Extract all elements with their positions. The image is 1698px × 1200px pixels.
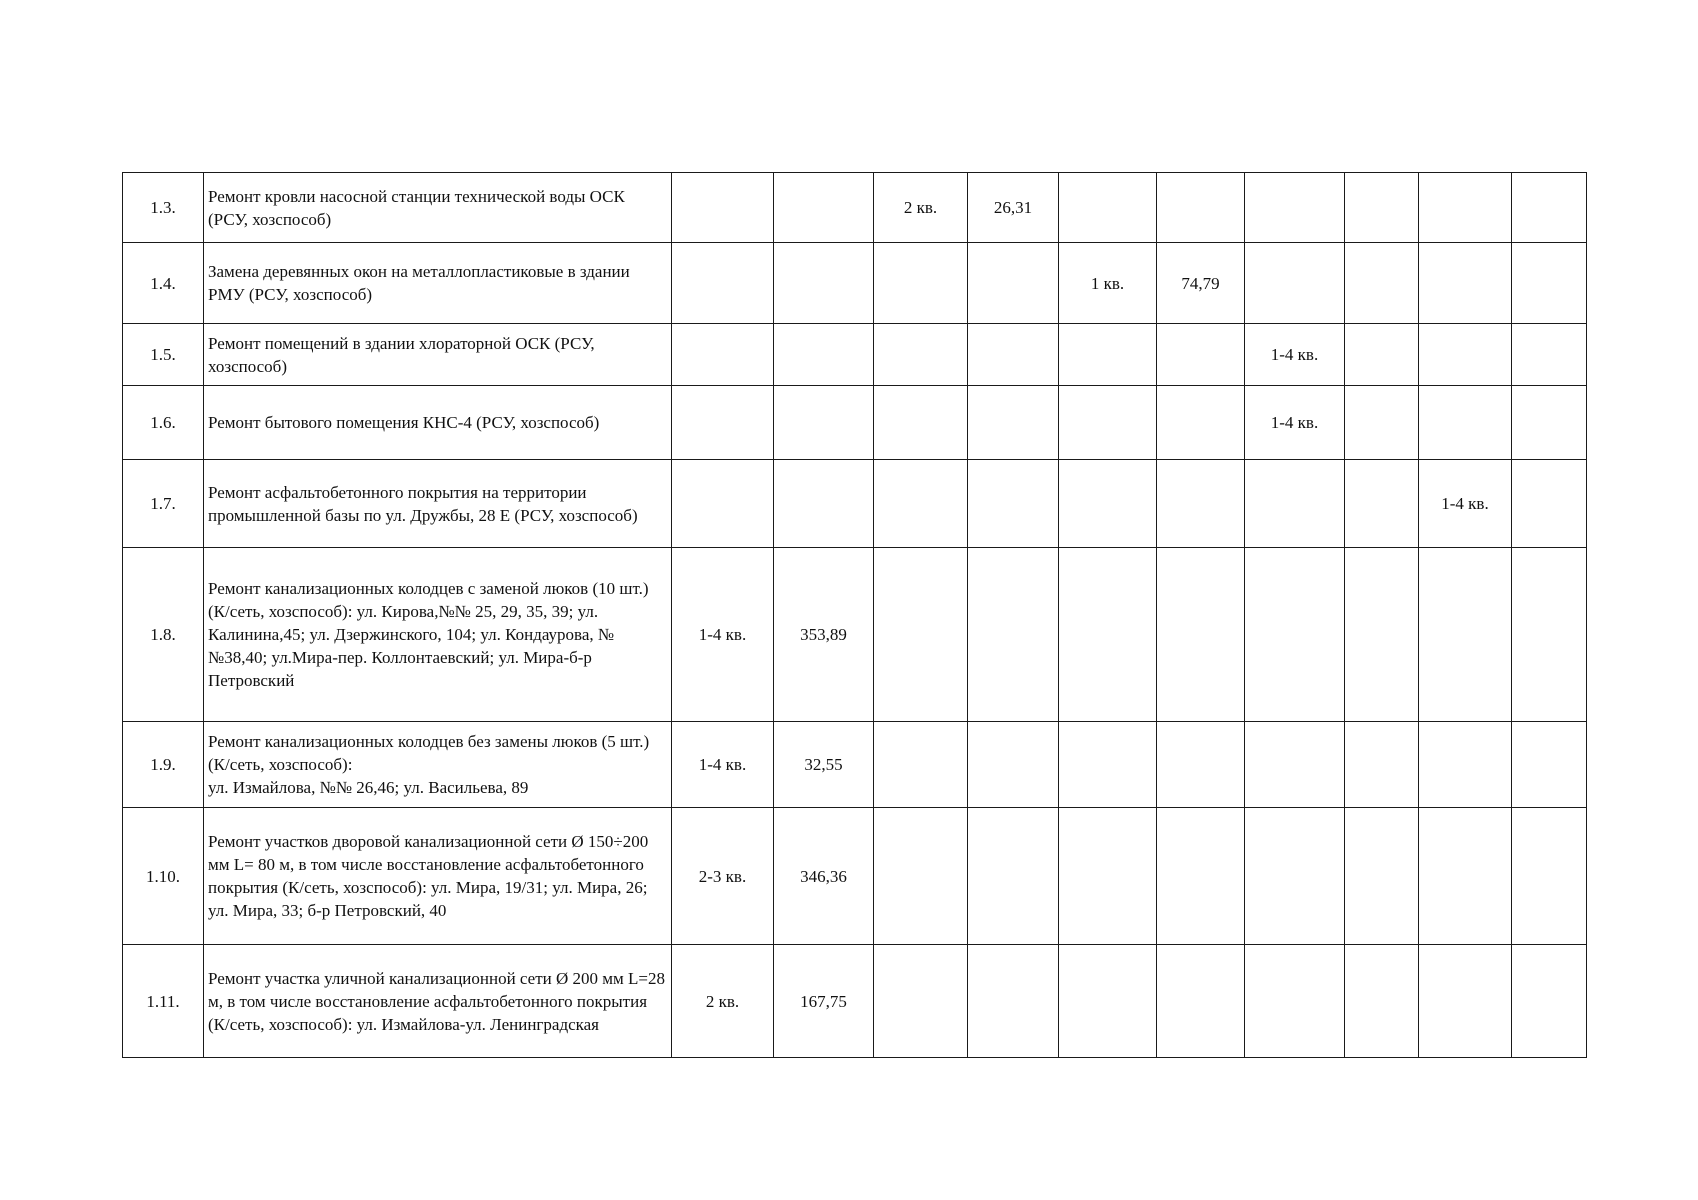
data-cell-col-6: 26,31 [968,173,1059,243]
work-description: Ремонт бытового помещения КНС-4 (РСУ, хозспособ) [204,386,672,460]
row-number: 1.8. [123,548,204,722]
data-cell-col-5: 2 кв. [874,173,968,243]
data-cell-col-8 [1157,173,1245,243]
work-description: Ремонт канализационных колодцев с заменой люков (10 шт.) (К/сеть, хозспособ): ул. Кирова,№№ 25, 29, 35, 39; ул. Калинина,45; ул. Дзержинского, 104; ул. Кондаурова, №№38,40; ул.Мира-пер. Коллонтаевский; ул. Мира-б-р Петровский [204,548,672,722]
data-cell-col-10 [1345,722,1419,808]
row-number: 1.11. [123,945,204,1058]
data-cell-col-4 [774,173,874,243]
data-cell-col-9: 1-4 кв. [1245,324,1345,386]
data-cell-col-11 [1419,324,1512,386]
data-cell-col-7 [1059,808,1157,945]
data-cell-col-11 [1419,243,1512,324]
table-row [123,324,1587,386]
row-number: 1.4. [123,243,204,324]
data-cell-col-10 [1345,548,1419,722]
data-cell-col-7 [1059,722,1157,808]
data-cell-col-8 [1157,386,1245,460]
data-cell-col-3 [672,243,774,324]
data-cell-col-5 [874,243,968,324]
work-description: Замена деревянных окон на металлопластиковые в здании РМУ (РСУ, хозспособ) [204,243,672,324]
data-cell-col-4: 32,55 [774,722,874,808]
data-cell-col-4 [774,386,874,460]
data-cell-col-10 [1345,173,1419,243]
data-cell-col-8 [1157,460,1245,548]
data-cell-col-7 [1059,173,1157,243]
work-description: Ремонт канализационных колодцев без замены люков (5 шт.) (К/сеть, хозспособ): ул. Измайлова, №№ 26,46; ул. Васильева, 89 [204,722,672,808]
data-cell-col-5 [874,722,968,808]
data-cell-col-6 [968,548,1059,722]
data-cell-col-4: 353,89 [774,548,874,722]
data-cell-col-10 [1345,243,1419,324]
data-cell-col-5 [874,324,968,386]
data-cell-col-8 [1157,722,1245,808]
data-cell-col-3 [672,173,774,243]
data-cell-col-3 [672,460,774,548]
data-cell-col-9 [1245,808,1345,945]
data-cell-col-6 [968,460,1059,548]
data-cell-col-7 [1059,460,1157,548]
data-cell-col-3: 2 кв. [672,945,774,1058]
data-cell-col-6 [968,243,1059,324]
work-description: Ремонт помещений в здании хлораторной ОСК (РСУ, хозспособ) [204,324,672,386]
data-cell-col-3 [672,324,774,386]
row-number: 1.5. [123,324,204,386]
data-cell-col-12 [1512,808,1587,945]
data-cell-col-12 [1512,460,1587,548]
table-row [123,243,1587,324]
data-cell-col-10 [1345,945,1419,1058]
data-cell-col-8 [1157,945,1245,1058]
data-cell-col-11 [1419,386,1512,460]
data-cell-col-3: 1-4 кв. [672,548,774,722]
data-cell-col-6 [968,722,1059,808]
data-cell-col-8 [1157,548,1245,722]
data-cell-col-8 [1157,808,1245,945]
data-cell-col-4 [774,243,874,324]
data-cell-col-10 [1345,324,1419,386]
data-cell-col-7 [1059,548,1157,722]
table-row [123,460,1587,548]
table-body [123,173,1587,1058]
data-cell-col-4 [774,324,874,386]
data-cell-col-9 [1245,460,1345,548]
row-number: 1.3. [123,173,204,243]
data-cell-col-10 [1345,386,1419,460]
data-cell-col-4: 167,75 [774,945,874,1058]
data-cell-col-8: 74,79 [1157,243,1245,324]
data-cell-col-12 [1512,945,1587,1058]
data-cell-col-8 [1157,324,1245,386]
work-description: Ремонт кровли насосной станции технической воды ОСК (РСУ, хозспособ) [204,173,672,243]
table-row [123,808,1587,945]
data-cell-col-9: 1-4 кв. [1245,386,1345,460]
data-cell-col-11: 1-4 кв. [1419,460,1512,548]
data-cell-col-6 [968,945,1059,1058]
data-cell-col-5 [874,460,968,548]
data-cell-col-4: 346,36 [774,808,874,945]
table-row [123,173,1587,243]
data-cell-col-10 [1345,808,1419,945]
work-description: Ремонт участка уличной канализационной сети Ø 200 мм L=28 м, в том числе восстановление асфальтобетонного покрытия (К/сеть, хозспособ): ул. Измайлова-ул. Ленинградская [204,945,672,1058]
data-cell-col-5 [874,945,968,1058]
data-cell-col-11 [1419,722,1512,808]
data-cell-col-12 [1512,324,1587,386]
table-row [123,548,1587,722]
data-cell-col-7 [1059,945,1157,1058]
data-cell-col-9 [1245,722,1345,808]
data-cell-col-12 [1512,173,1587,243]
table-row [123,945,1587,1058]
work-description: Ремонт участков дворовой канализационной сети Ø 150÷200 мм L= 80 м, в том числе восстановление асфальтобетонного покрытия (К/сеть, хозспособ): ул. Мира, 19/31; ул. Мира, 26; ул. Мира, 33; б-р Петровский, 40 [204,808,672,945]
data-cell-col-6 [968,386,1059,460]
data-cell-col-3 [672,386,774,460]
row-number: 1.7. [123,460,204,548]
row-number: 1.10. [123,808,204,945]
data-cell-col-5 [874,386,968,460]
row-number: 1.9. [123,722,204,808]
data-cell-col-5 [874,808,968,945]
data-cell-col-9 [1245,548,1345,722]
data-cell-col-12 [1512,722,1587,808]
data-cell-col-6 [968,324,1059,386]
row-number: 1.6. [123,386,204,460]
data-cell-col-12 [1512,386,1587,460]
data-cell-col-12 [1512,243,1587,324]
data-cell-col-11 [1419,808,1512,945]
data-cell-col-9 [1245,243,1345,324]
data-cell-col-6 [968,808,1059,945]
data-cell-col-7 [1059,386,1157,460]
repair-plan-table [122,172,1587,1058]
data-cell-col-11 [1419,548,1512,722]
table-row [123,386,1587,460]
data-cell-col-5 [874,548,968,722]
data-cell-col-10 [1345,460,1419,548]
data-cell-col-3: 2-3 кв. [672,808,774,945]
data-cell-col-12 [1512,548,1587,722]
work-description: Ремонт асфальтобетонного покрытия на территории промышленной базы по ул. Дружбы, 28 Е (РСУ, хозспособ) [204,460,672,548]
data-cell-col-7 [1059,324,1157,386]
data-cell-col-9 [1245,945,1345,1058]
data-cell-col-7: 1 кв. [1059,243,1157,324]
data-cell-col-11 [1419,173,1512,243]
data-cell-col-4 [774,460,874,548]
data-cell-col-11 [1419,945,1512,1058]
data-cell-col-3: 1-4 кв. [672,722,774,808]
table-row [123,722,1587,808]
data-cell-col-9 [1245,173,1345,243]
